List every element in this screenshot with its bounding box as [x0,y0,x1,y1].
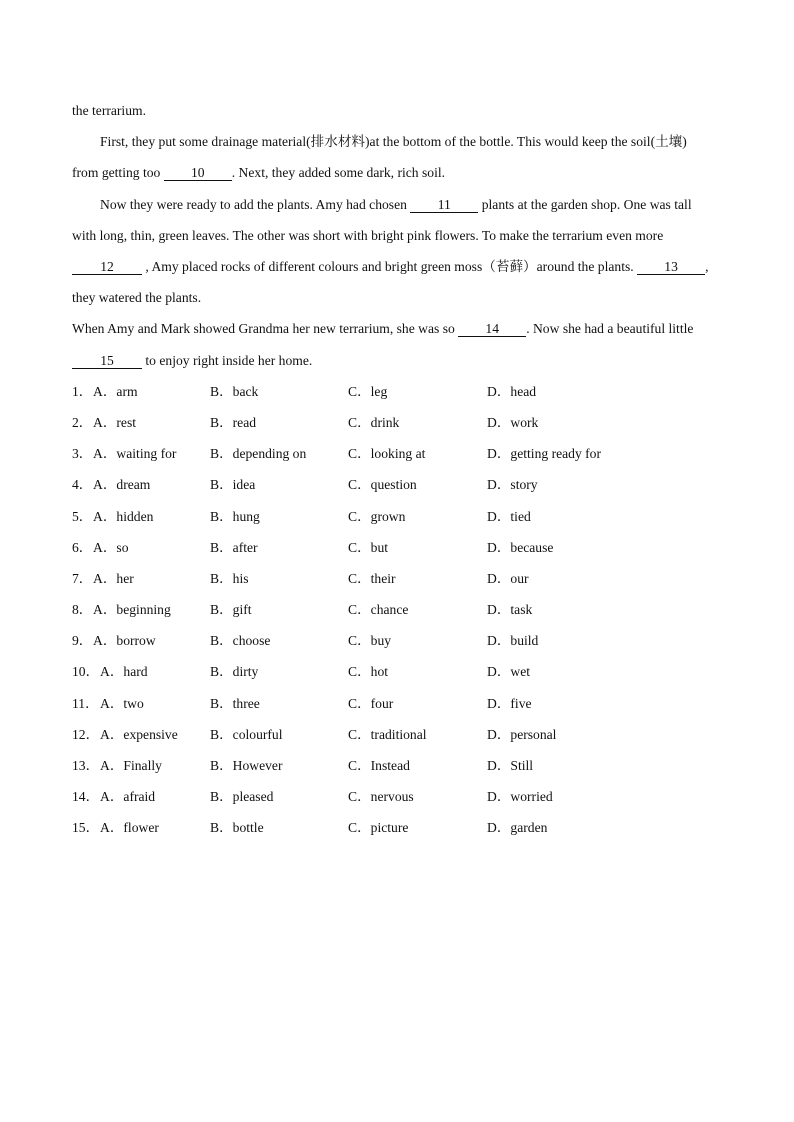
option-c[interactable]: C．leg [348,384,388,399]
option-d[interactable]: D．getting ready for [487,446,602,461]
passage-line [72,226,663,246]
blank-10: 10 [164,165,232,181]
question-number: 2． [72,415,93,430]
option-d[interactable]: D．story [487,477,538,492]
option-c[interactable]: C．grown [348,509,406,524]
option-a[interactable]: A．rest [93,415,137,430]
question-number: 13． [72,758,100,773]
passage-text: First, they put some drainage material(排水材料)at the bottom of the bottle. This would keep the soil(土壤) [100,134,687,149]
passage-line [72,101,146,121]
option-a[interactable]: A．Finally [100,758,162,773]
option-c[interactable]: C．traditional [348,727,427,742]
passage-text: Now they were ready to add the plants. Amy had chosen [100,197,411,212]
passage-text: , [705,259,709,274]
blank-11: 11 [410,197,478,213]
passage-text: to enjoy right inside her home. [142,353,313,368]
option-d[interactable]: D．head [487,384,537,399]
option-a[interactable]: A．expensive [100,727,178,742]
passage-text: with long, thin, green leaves. The other was short with bright pink flowers. To make the terrarium even more [72,228,664,243]
option-d[interactable]: D．work [487,415,539,430]
option-b[interactable]: B．read [210,415,257,430]
option-a[interactable]: A．waiting for [93,446,177,461]
blank-14: 14 [458,321,526,337]
question-number: 10． [72,664,100,679]
option-a[interactable]: A．afraid [100,789,156,804]
passage-line [72,351,312,371]
option-c[interactable]: C．their [348,571,396,586]
option-b[interactable]: B．depending on [210,446,307,461]
option-c[interactable]: C．Instead [348,758,410,773]
blank-13: 13 [637,259,705,275]
passage-text: plants at the garden shop. One was tall [478,197,692,212]
option-b[interactable]: B．However [210,758,283,773]
passage-line [72,163,445,183]
option-b[interactable]: B．after [210,540,258,555]
option-a[interactable]: A．dream [93,477,151,492]
option-c[interactable]: C．drink [348,415,400,430]
option-d[interactable]: D．our [487,571,529,586]
passage-text: the terrarium. [72,103,146,118]
option-d[interactable]: D．build [487,633,539,648]
option-b[interactable]: B．hung [210,509,260,524]
option-c[interactable]: C．looking at [348,446,426,461]
option-d[interactable]: D．Still [487,758,534,773]
option-a[interactable]: A．arm [93,384,138,399]
option-a[interactable]: A．beginning [93,602,171,617]
passage-text: . Now she had a beautiful little [526,321,694,336]
passage-line [72,288,201,308]
option-b[interactable]: B．dirty [210,664,259,679]
option-d[interactable]: D．because [487,540,554,555]
option-d[interactable]: D．personal [487,727,557,742]
option-b[interactable]: B．colourful [210,727,283,742]
option-a[interactable]: A．hard [100,664,148,679]
option-c[interactable]: C．picture [348,820,409,835]
question-number: 11． [72,696,99,711]
option-b[interactable]: B．back [210,384,259,399]
option-a[interactable]: A．flower [100,820,159,835]
option-b[interactable]: B．his [210,571,249,586]
option-d[interactable]: D．garden [487,820,548,835]
option-c[interactable]: C．chance [348,602,409,617]
option-b[interactable]: B．bottle [210,820,264,835]
question-number: 7． [72,571,93,586]
option-b[interactable]: B．pleased [210,789,274,804]
passage-text: from getting too [72,165,164,180]
passage-text: , Amy placed rocks of different colours and bright green moss（苔藓）around the plants. [142,259,638,274]
question-number: 9． [72,633,93,648]
question-number: 14． [72,789,100,804]
passage-text: they watered the plants. [72,290,202,305]
passage-line [72,257,708,277]
option-b[interactable]: B．gift [210,602,252,617]
question-number: 15． [72,820,100,835]
option-a[interactable]: A．borrow [93,633,156,648]
option-a[interactable]: A．her [93,571,134,586]
option-c[interactable]: C．but [348,540,389,555]
option-c[interactable]: C．four [348,696,394,711]
question-number: 3． [72,446,93,461]
question-number: 4． [72,477,93,492]
passage-line [72,319,693,339]
question-number: 5． [72,509,93,524]
option-b[interactable]: B．three [210,696,260,711]
option-a[interactable]: A．so [93,540,129,555]
option-c[interactable]: C．question [348,477,417,492]
passage-line [100,195,692,215]
question-number: 12． [72,727,100,742]
option-d[interactable]: D．tied [487,509,531,524]
option-a[interactable]: A．hidden [93,509,154,524]
passage-text: . Next, they added some dark, rich soil. [231,165,446,180]
blank-15: 15 [72,353,142,369]
option-c[interactable]: C．buy [348,633,392,648]
passage-text: When Amy and Mark showed Grandma her new terrarium, she was so [72,321,459,336]
blank-12: 12 [72,259,142,275]
option-b[interactable]: B．choose [210,633,271,648]
option-d[interactable]: D．five [487,696,532,711]
option-d[interactable]: D．worried [487,789,553,804]
question-number: 8． [72,602,93,617]
option-d[interactable]: D．task [487,602,533,617]
option-d[interactable]: D．wet [487,664,531,679]
passage-line [100,132,687,152]
option-c[interactable]: C．nervous [348,789,414,804]
option-c[interactable]: C．hot [348,664,389,679]
option-b[interactable]: B．idea [210,477,256,492]
question-number: 6． [72,540,93,555]
option-a[interactable]: A．two [100,696,144,711]
question-number: 1． [72,384,93,399]
